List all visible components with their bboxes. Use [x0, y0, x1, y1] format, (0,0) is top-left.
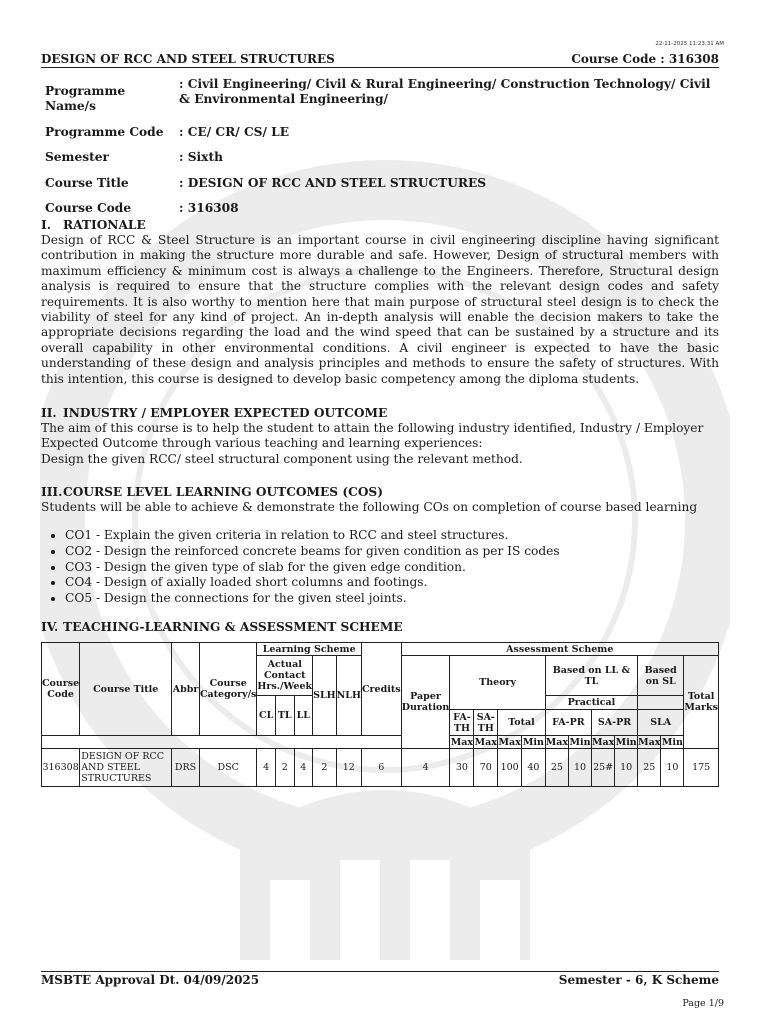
- header-actual-contact: Actual Contact Hrs./Week: [257, 656, 313, 696]
- co-item: • CO1 - Explain the given criteria in relation to RCC and steel structures.: [65, 528, 719, 544]
- cell-fa-pr-max: 25: [545, 749, 568, 787]
- cell-paper-duration: 4: [401, 749, 450, 787]
- programme-value: : Civil Engineering/ Civil & Rural Engineering/ Construction Technology/ Civil & Environmental Engineering/: [179, 77, 711, 106]
- header-max: Max: [545, 736, 569, 748]
- co-item: • CO3 - Design the given type of slab for the given edge condition.: [65, 560, 719, 576]
- header-based-ll-tl: Based on LL & TL: [545, 656, 637, 696]
- header-spacer: [42, 736, 402, 749]
- cell-course-code: 316308: [42, 749, 80, 787]
- co-item: • CO5 - Design the connections for the given steel joints.: [65, 591, 719, 607]
- cos-list: [65, 528, 719, 606]
- section-heading: [41, 485, 719, 500]
- header-max: Max: [474, 736, 497, 748]
- section-heading: [41, 406, 719, 421]
- header-based-sl: Based on SL: [638, 656, 684, 696]
- header-tl: TL: [275, 696, 294, 736]
- header-practical: Practical: [545, 696, 637, 710]
- cos-intro: Students will be able to achieve & demonstrate the following COs on completion of course based learning: [41, 500, 698, 514]
- programme-row: [41, 147, 719, 165]
- header-sl-blank: [638, 696, 684, 710]
- outcome-text: The aim of this course is to help the student to attain the following industry identified, Industry / Employer Expected Outcome through various teaching and learning experiences:: [41, 421, 704, 451]
- footer-semester: Semester - 6, K Scheme: [558, 973, 719, 987]
- header-max: Max: [591, 736, 615, 748]
- header-sa-pr: SA-PR: [591, 710, 637, 736]
- cell-nlh: 12: [336, 749, 361, 787]
- co-item: • CO2 - Design the reinforced concrete beams for given condition as per IS codes: [65, 544, 719, 560]
- programme-label: Course Title: [45, 175, 129, 190]
- cell-sla-max: 25: [638, 749, 661, 787]
- cell-cl: 4: [257, 749, 276, 787]
- header-cl: CL: [257, 696, 276, 736]
- scheme-table: [41, 642, 719, 787]
- rationale-section: [41, 218, 719, 387]
- programme-value: : Sixth: [179, 150, 223, 164]
- header-learning-scheme: Learning Scheme: [257, 643, 362, 656]
- cell-total-max: 100: [498, 749, 522, 787]
- header-min: Min: [522, 736, 544, 748]
- cell-sa-th-max: 70: [474, 749, 498, 787]
- header-total-marks: Total Marks: [684, 656, 719, 749]
- programme-value: : DESIGN OF RCC AND STEEL STRUCTURES: [179, 175, 487, 190]
- programme-label: Semester: [45, 150, 109, 164]
- section-number: II.: [41, 406, 57, 420]
- header-credits: Credits: [361, 643, 401, 736]
- cell-fa-th-max: 30: [450, 749, 474, 787]
- header-fa-pr: FA-PR: [545, 710, 591, 736]
- table-row: [42, 749, 719, 787]
- header-course-title: Course Title: [80, 643, 172, 736]
- section-title: COURSE LEVEL LEARNING OUTCOMES (COS): [63, 485, 384, 499]
- cell-sa-pr-min: 10: [615, 749, 638, 787]
- header-abbr: Abbr: [172, 643, 200, 736]
- cell-slh: 2: [313, 749, 337, 787]
- cell-ll: 4: [294, 749, 313, 787]
- programme-row: [41, 173, 719, 191]
- page-number: Page 1/9: [682, 998, 724, 1009]
- rationale-text: Design of RCC & Steel Structure is an important course in civil engineering discipline having significant contribution in making the structure more durable and safe. However, Design of structural members with maximum efficiency & minimum cost is always a challenge to the Engineers. Therefore, Structural design analysis is required to ensure that the structure complies with the relevant design codes and safety requirements. It is also worthy to mention here that main purpose of structural steel design is to check the viability of steel for any kind of project. An in-depth analysis will enable the decision makers to take the appropriate decisions regarding the load and the wind speed that can be sustained by a structure and its overall capability in other environmental conditions. A civil engineer is expected to have the basic understanding of these design and analysis principles and methods to ensure the safety of structures. With this intention, this course is designed to develop basic competency among the diploma students.: [41, 233, 719, 386]
- section-heading: [41, 620, 719, 635]
- cell-total-marks: 175: [684, 749, 719, 787]
- cell-fa-pr-min: 10: [569, 749, 592, 787]
- section-title: INDUSTRY / EMPLOYER EXPECTED OUTCOME: [63, 406, 388, 420]
- co-item: • CO4 - Design of axially loaded short columns and footings.: [65, 575, 719, 591]
- programme-info: [41, 74, 719, 224]
- outcome-section: [41, 406, 719, 467]
- header-min: Min: [569, 736, 591, 748]
- section-number: IV.: [41, 620, 59, 634]
- programme-label: Programme Name/s: [45, 84, 126, 113]
- section-title: RATIONALE: [63, 218, 146, 232]
- programme-label: Programme Code: [45, 124, 164, 139]
- cell-course-title: DESIGN OF RCC AND STEEL STRUCTURES: [80, 749, 172, 787]
- header-theory: Theory: [450, 656, 545, 710]
- header-paper-duration: Paper Duration: [401, 656, 450, 749]
- header-assessment-scheme: Assessment Scheme: [401, 643, 718, 656]
- print-timestamp: 22-11-2025 11:23:31 AM: [655, 41, 724, 47]
- section-title: TEACHING-LEARNING & ASSESSMENT SCHEME: [63, 620, 403, 634]
- header-category: Course Category/s: [199, 643, 256, 736]
- header-max: Max: [498, 736, 521, 748]
- cell-total-min: 40: [522, 749, 546, 787]
- cell-sa-pr-max: 25#: [591, 749, 614, 787]
- section-heading: [41, 218, 719, 233]
- programme-row: [41, 198, 719, 216]
- header-course-code: Course Code: [42, 643, 80, 736]
- header-total: Total: [498, 710, 546, 736]
- cell-tl: 2: [275, 749, 294, 787]
- programme-value: : 316308: [179, 201, 239, 215]
- header-nlh: NLH: [336, 656, 361, 736]
- section-number: I.: [41, 218, 51, 232]
- header-max: Max: [638, 736, 661, 748]
- header-fa-th: FA-TH: [450, 710, 474, 736]
- programme-label: Course Code: [45, 201, 132, 215]
- outcome-statement: Design the given RCC/ steel structural component using the relevant method.: [41, 451, 523, 466]
- programme-row: [41, 74, 719, 114]
- header-sla: SLA: [638, 710, 684, 736]
- header-course-title: DESIGN OF RCC AND STEEL STRUCTURES: [41, 52, 335, 66]
- cell-credits: 6: [361, 749, 401, 787]
- footer-approval: MSBTE Approval Dt. 04/09/2025: [41, 973, 260, 987]
- cell-abbr: DRS: [172, 749, 200, 787]
- cell-sla-min: 10: [661, 749, 684, 787]
- header-min: Min: [661, 736, 683, 748]
- cell-category: DSC: [199, 749, 256, 787]
- header-max: Max: [450, 736, 474, 748]
- header-slh: SLH: [313, 656, 337, 736]
- header-sa-th: SA-TH: [474, 710, 498, 736]
- programme-value: : CE/ CR/ CS/ LE: [179, 124, 290, 139]
- scheme-section: [41, 620, 719, 635]
- programme-row: [41, 122, 719, 140]
- header-course-code: Course Code : 316308: [571, 52, 719, 66]
- header-min: Min: [615, 736, 637, 748]
- cos-section: [41, 485, 719, 606]
- page-footer: [41, 971, 719, 987]
- section-number: III.: [41, 485, 63, 499]
- page-header: [41, 52, 719, 68]
- header-ll: LL: [294, 696, 313, 736]
